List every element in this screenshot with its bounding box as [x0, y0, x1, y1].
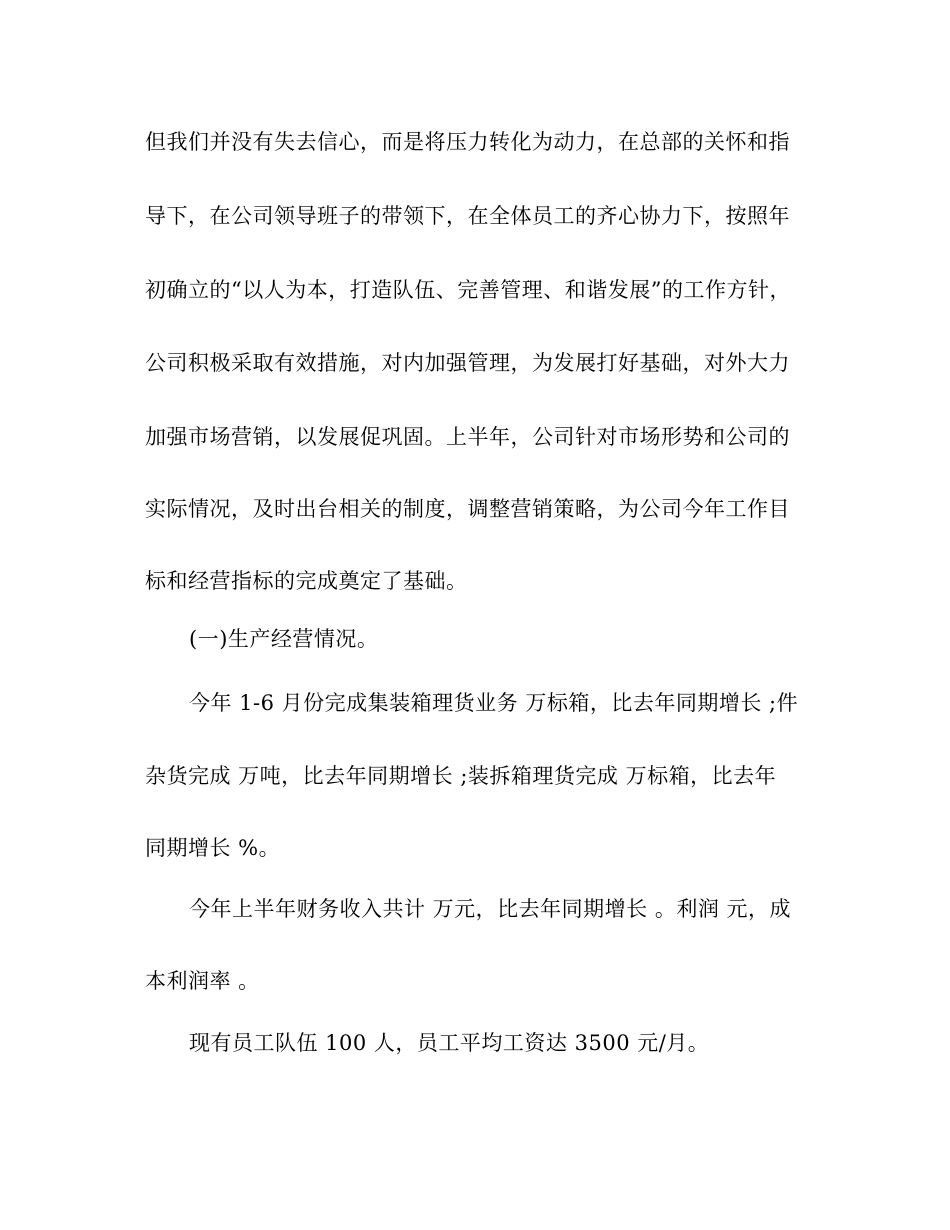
paragraph-line: 今年 1-6 月份完成集装箱理货业务 万标箱，比去年同期增长 ;件 [189, 691, 799, 715]
section-heading: (一)生产经营情况。 [189, 627, 379, 651]
paragraph-line: 杂货完成 万吨，比去年同期增长 ;装拆箱理货完成 万标箱，比去年 [145, 764, 777, 788]
paragraph-line: 导下，在公司领导班子的带领下，在全体员工的齐心协力下，按照年 [145, 204, 790, 228]
paragraph-line: 实际情况，及时出台相关的制度，调整营销策略，为公司今年工作目 [145, 497, 790, 521]
paragraph-line: 现有员工队伍 100 人，员工平均工资达 3500 元/月。 [189, 1031, 710, 1055]
paragraph-line: 标和经营指标的完成奠定了基础。 [145, 569, 468, 593]
paragraph-line: 今年上半年财务收入共计 万元，比去年同期增长 。利润 元，成 [189, 897, 792, 921]
paragraph-line: 本利润率 。 [145, 969, 260, 993]
paragraph-line: 公司积极采取有效措施，对内加强管理，为发展打好基础，对外大力 [145, 351, 790, 375]
paragraph-line: 但我们并没有失去信心，而是将压力转化为动力，在总部的关怀和指 [145, 130, 790, 154]
paragraph-line: 初确立的“以人为本，打造队伍、完善管理、和谐发展”的工作方针， [145, 278, 791, 302]
paragraph-line: 加强市场营销，以发展促巩固。上半年，公司针对市场形势和公司的 [145, 425, 790, 449]
paragraph-line: 同期增长 %。 [145, 836, 281, 860]
